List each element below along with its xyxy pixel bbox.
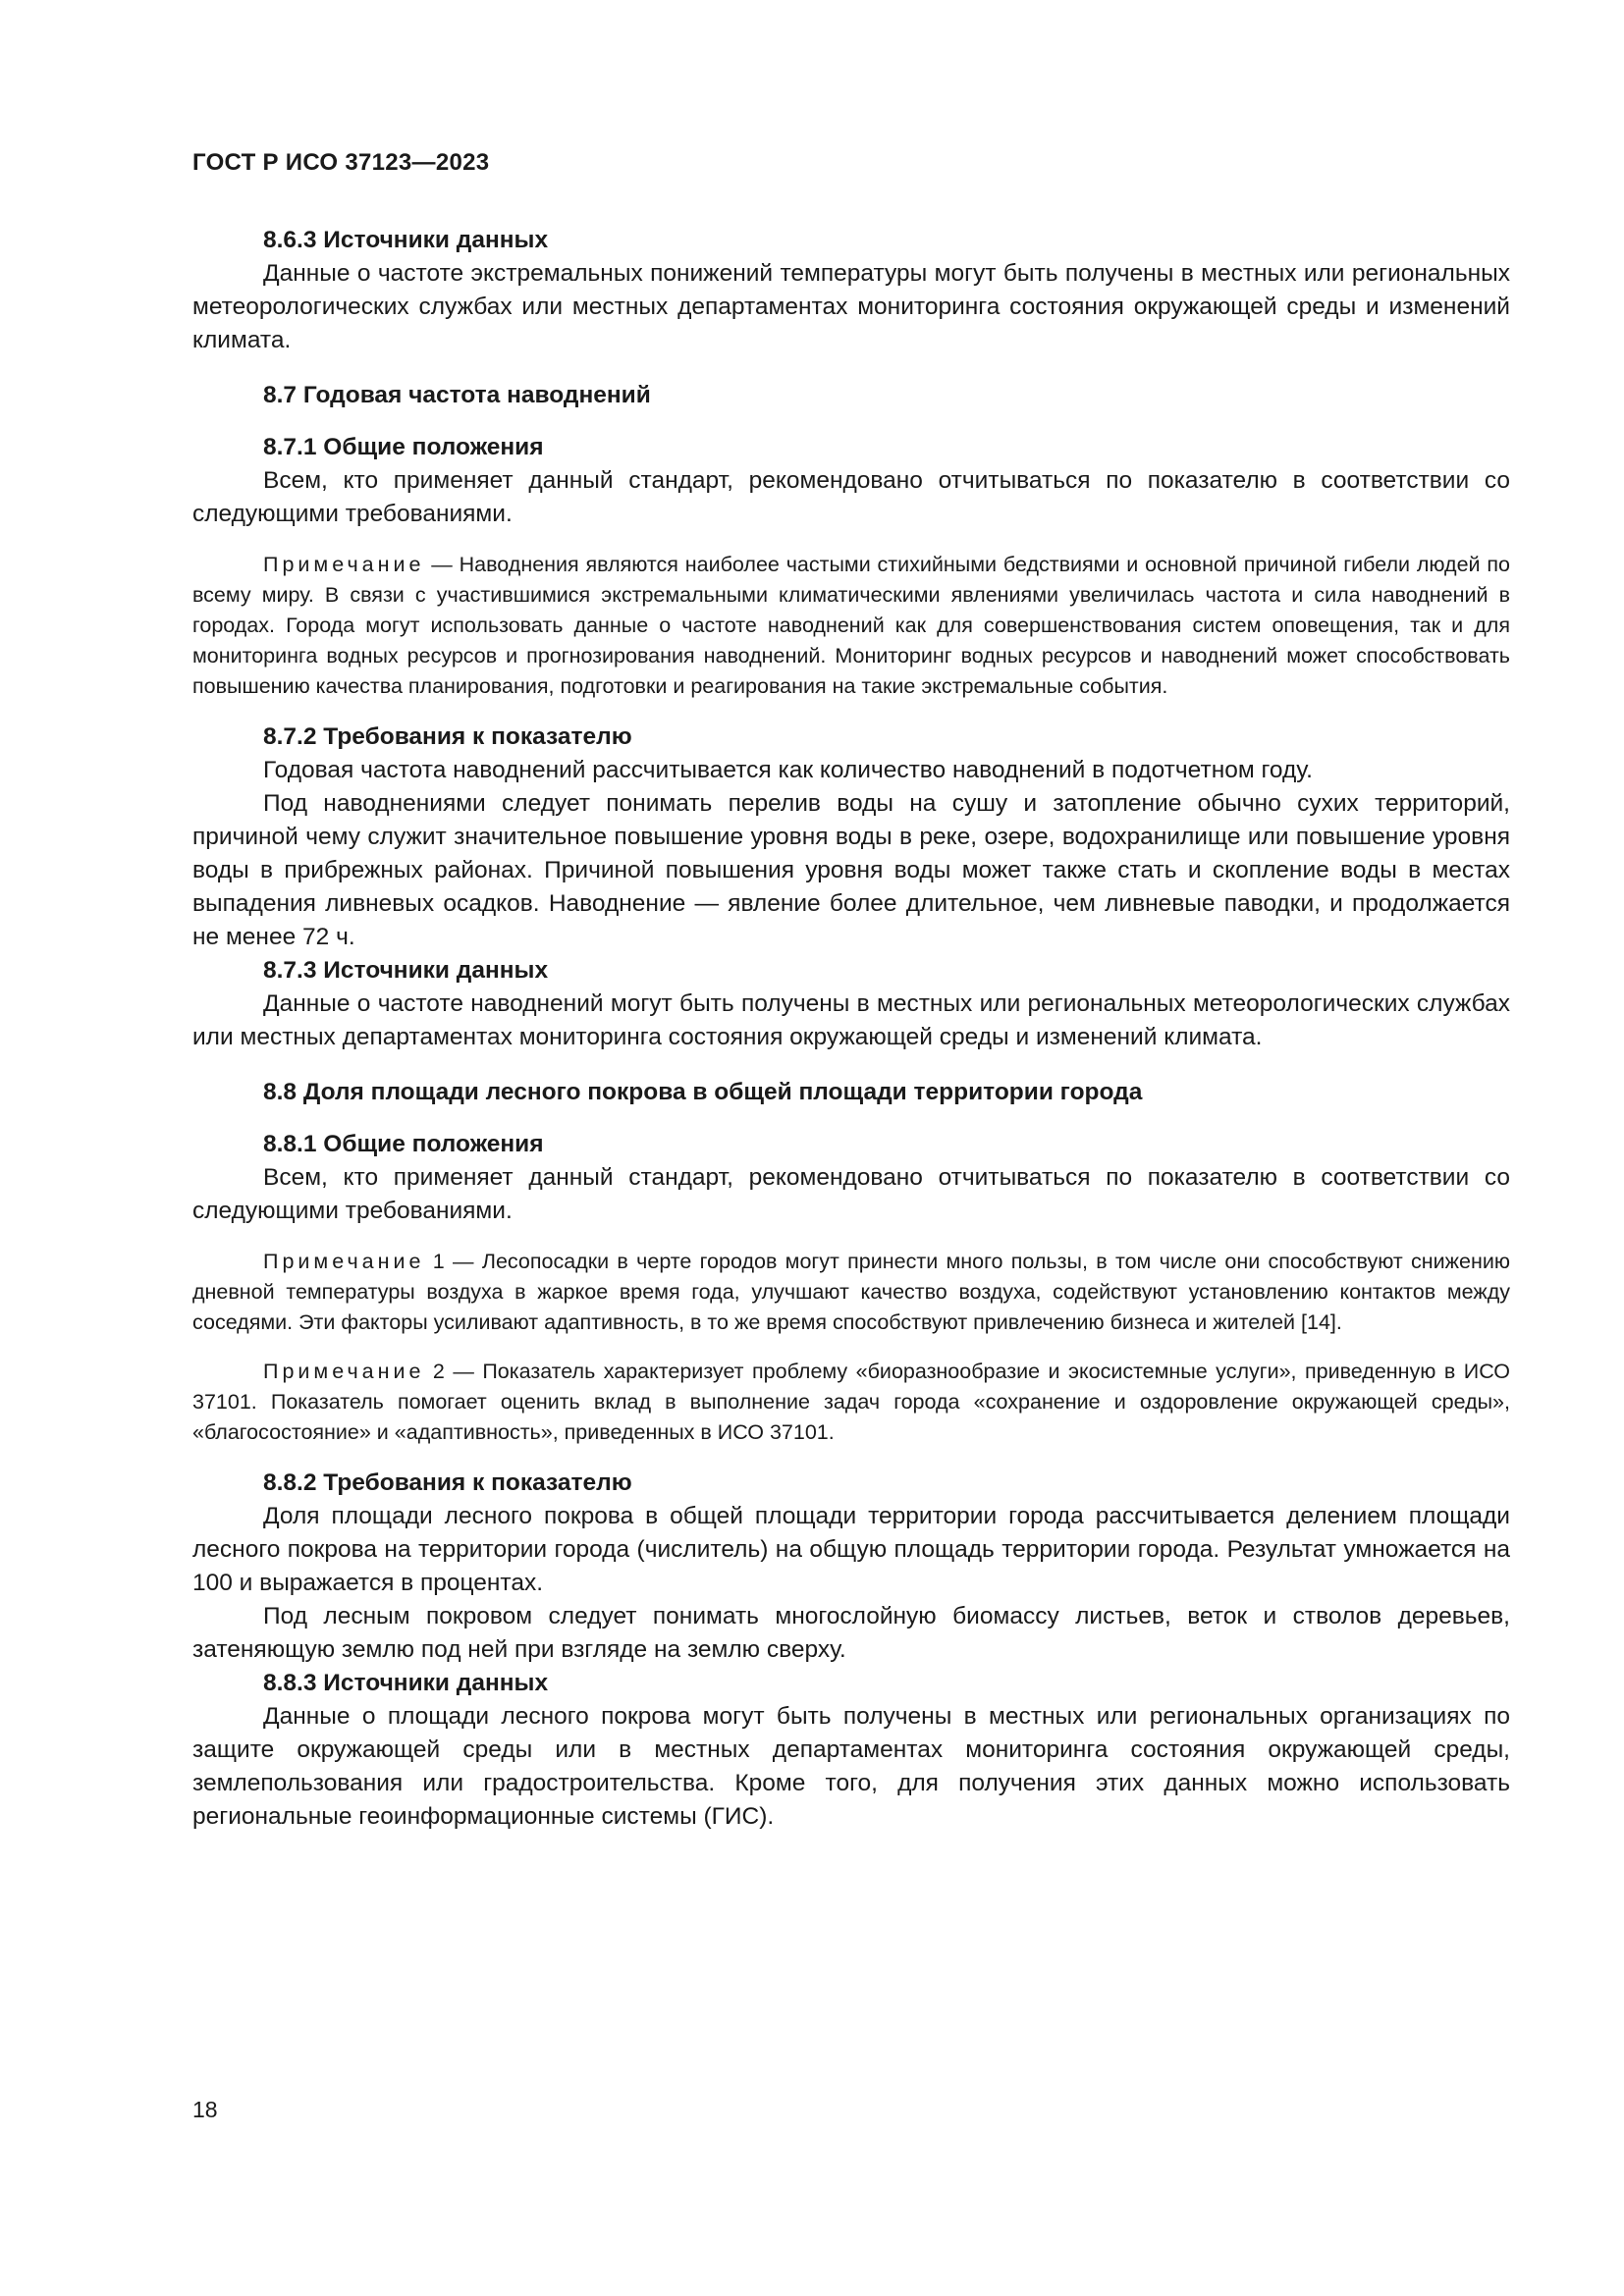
section-8-8-2-title: 8.8.2 Требования к показателю bbox=[263, 1469, 632, 1496]
section-8-6-3-title: 8.6.3 Источники данных bbox=[263, 227, 549, 253]
section-8-8-3-paragraph: Данные о площади лесного покрова могут быть получены в местных или региональных организациях по защите окружающей среды или в местных департаментах мониторинга состояния окружающей среды, землепользования или градостроительства. Кроме того, для получения этих данных можно использовать региональные геоинформационные системы (ГИС). bbox=[192, 1703, 1510, 1830]
document-code: ГОСТ Р ИСО 37123—2023 bbox=[192, 149, 490, 176]
section-8-8-1-note-2 bbox=[192, 1357, 1510, 1448]
section-8-8-1-title: 8.8.1 Общие положения bbox=[263, 1131, 544, 1157]
note-label: Примечание bbox=[263, 553, 425, 576]
document-body bbox=[192, 224, 1510, 1834]
note-text: — Наводнения являются наиболее частыми стихийными бедствиями и основной причиной гибели людей по всему миру. В связи с участившимися экстремальными климатическими явлениями увеличилась частота и сила наводнений в городах. Города могут использовать данные о частоте наводнений как для совершенствования систем оповещения, так и для мониторинга водных ресурсов и прогнозирования наводнений. Мониторинг водных ресурсов и наводнений может способствовать повышению качества планирования, подготовки и реагирования на такие экстремальные события. bbox=[192, 553, 1510, 698]
note-text: 2 — Показатель характеризует проблему «биоразнообразие и экосистемные услуги», приведенную в ИСО 37101. Показатель помогает оценить вклад в выполнение задач города «сохранение и оздоровление окружающей среды», «благосостояние» и «адаптивность», приведенных в ИСО 37101. bbox=[192, 1360, 1510, 1444]
note-text: 1 — Лесопосадки в черте городов могут принести много пользы, в том числе они способствуют снижению дневной температуры воздуха в жаркое время года, улучшают качество воздуха, содействуют установлению контактов между соседями. Эти факторы усиливают адаптивность, в то же время способствуют привлечению бизнеса и жителей [14]. bbox=[192, 1250, 1510, 1334]
section-8-7-2-paragraph-2: Под наводнениями следует понимать перелив воды на сушу и затопление обычно сухих территорий, причиной чему служит значительное повышение уровня воды в реке, озере, водохранилище или повышение уровня воды в прибрежных районах. Причиной повышения уровня воды может также стать и скопление воды в местах выпадения ливневых осадков. Наводнение — явление более длительное, чем ливневые паводки, и продолжается не менее 72 ч. bbox=[192, 790, 1510, 950]
section-8-8-1-paragraph: Всем, кто применяет данный стандарт, рекомендовано отчитываться по показателю в соответствии со следующими требованиями. bbox=[192, 1164, 1510, 1224]
section-8-7-title: 8.7 Годовая частота наводнений bbox=[263, 382, 651, 408]
section-8-7-1-title: 8.7.1 Общие положения bbox=[263, 434, 544, 460]
section-8-8-1-note-1 bbox=[192, 1247, 1510, 1338]
section-8-8-3-title: 8.8.3 Источники данных bbox=[263, 1670, 549, 1696]
note-label: Примечание bbox=[263, 1250, 425, 1273]
section-8-7-1-paragraph: Всем, кто применяет данный стандарт, рекомендовано отчитываться по показателю в соответствии со следующими требованиями. bbox=[192, 467, 1510, 527]
section-8-7-3-title: 8.7.3 Источники данных bbox=[263, 957, 549, 984]
section-8-6-3-paragraph: Данные о частоте экстремальных понижений температуры могут быть получены в местных или региональных метеорологических службах или местных департаментах мониторинга состояния окружающей среды и изменений климата. bbox=[192, 260, 1510, 353]
section-8-8-title: 8.8 Доля площади лесного покрова в общей площади территории города bbox=[263, 1079, 1143, 1105]
section-8-8-2-paragraph-1: Доля площади лесного покрова в общей площади территории города рассчитывается делением площади лесного покрова на территории города (числитель) на общую площадь территории города. Результат умножается на 100 и выражается в процентах. bbox=[192, 1503, 1510, 1596]
section-8-7-1-note bbox=[192, 550, 1510, 702]
section-8-7-2-title: 8.7.2 Требования к показателю bbox=[263, 723, 632, 750]
page-number: 18 bbox=[192, 2097, 218, 2122]
section-8-7-3-paragraph: Данные о частоте наводнений могут быть получены в местных или региональных метеорологических службах или местных департаментах мониторинга состояния окружающей среды и изменений климата. bbox=[192, 990, 1510, 1050]
note-label: Примечание bbox=[263, 1360, 425, 1383]
section-8-8-2-paragraph-2: Под лесным покровом следует понимать многослойную биомассу листьев, веток и стволов деревьев, затеняющую землю под ней при взгляде на землю сверху. bbox=[192, 1603, 1510, 1663]
section-8-7-2-paragraph-1: Годовая частота наводнений рассчитывается как количество наводнений в подотчетном году. bbox=[263, 757, 1313, 783]
